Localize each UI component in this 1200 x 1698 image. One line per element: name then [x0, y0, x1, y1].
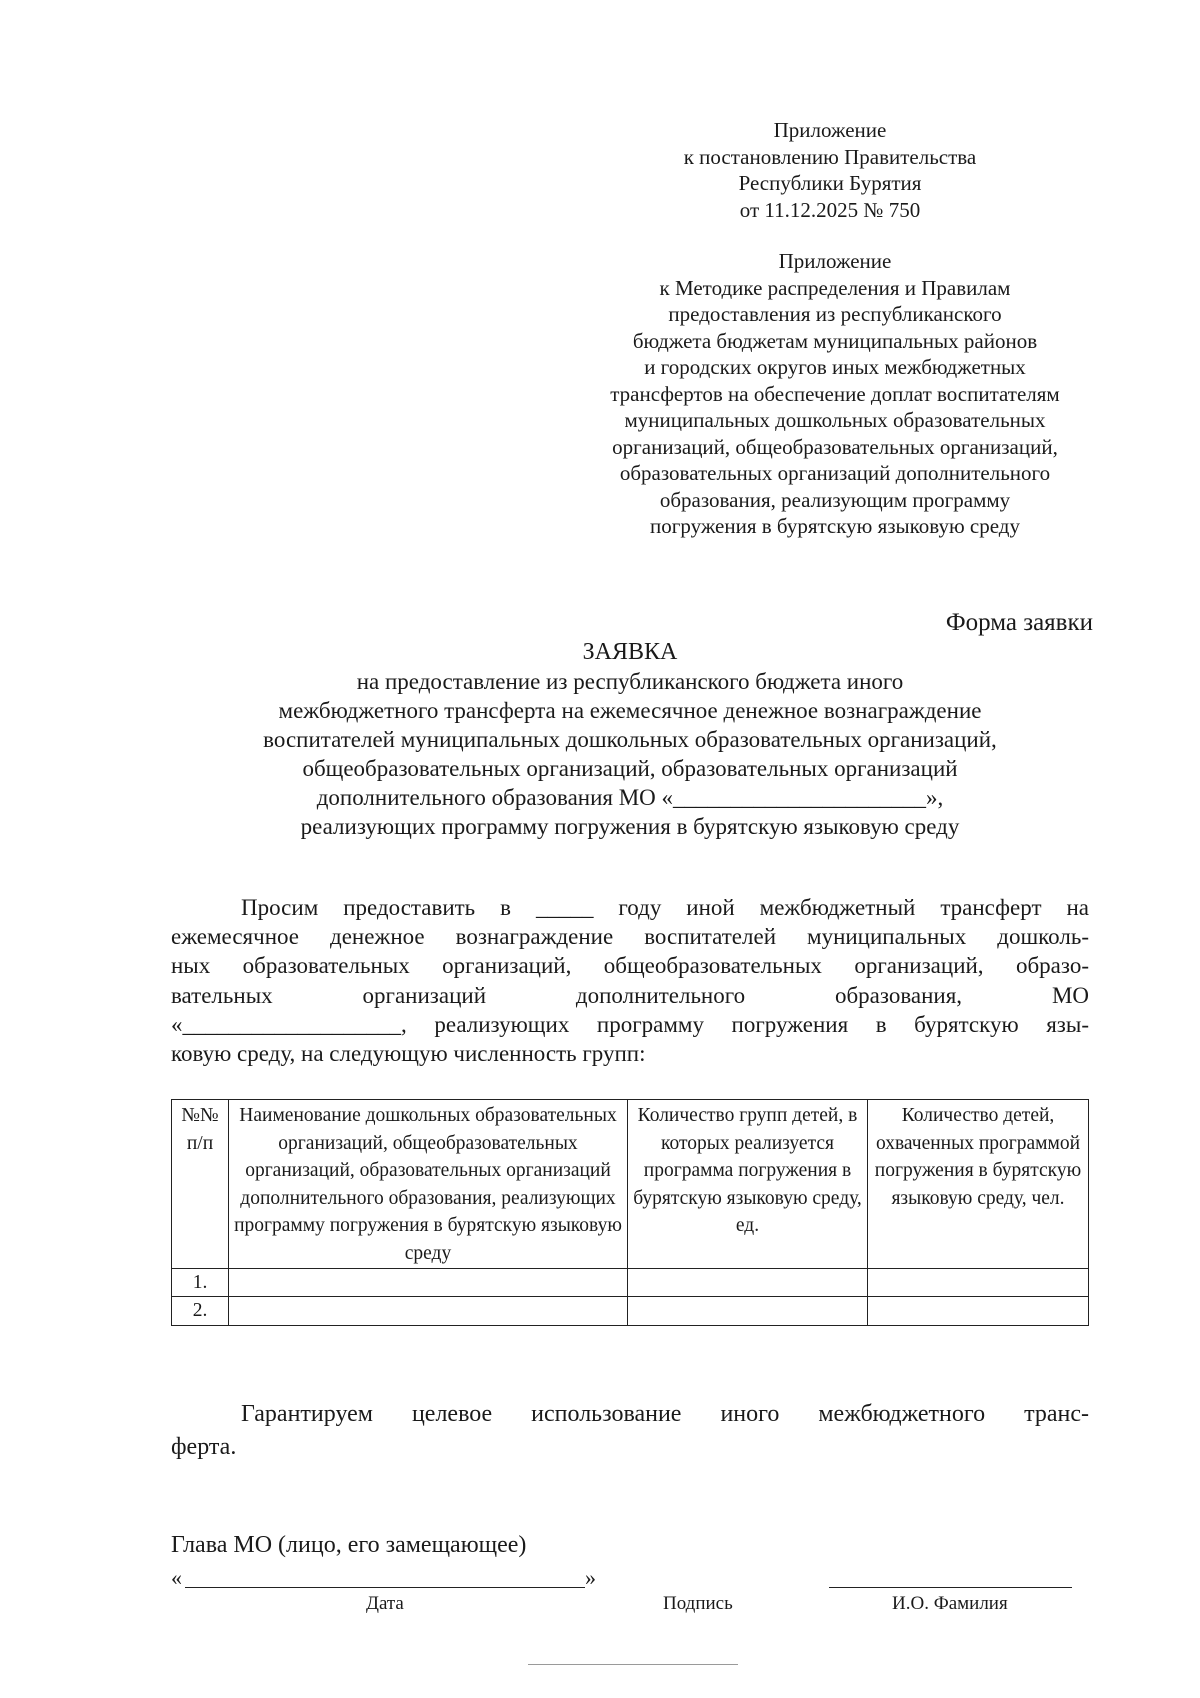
appendix-line: образования, реализующим программу: [659, 487, 1011, 512]
header-organization-name: Наименование дошкольных образовательных организаций, общеобразовательных организаций, образовательных организаций дополнительного образования, реализующих программу погружения в бурятскую языковую среду: [229, 1100, 628, 1269]
form-label: Форма заявки: [945, 609, 1093, 636]
fio-caption: И.О. Фамилия: [892, 1593, 1008, 1614]
table-cell-children: [868, 1268, 1089, 1297]
fio-underline: [829, 1587, 1072, 1588]
paragraph-line: Гарантируем целевое использование иного межбюджетного транс-: [241, 1401, 1089, 1427]
table-row: [172, 1268, 1089, 1297]
appendix-line: погружения в бурятскую языковую среду: [650, 514, 1020, 538]
row-number: 1.: [172, 1268, 229, 1297]
header-children-count: Количество детей, охваченных программой погружения в бурятскую языковую среду, чел.: [868, 1100, 1089, 1269]
paragraph-line: ных образовательных организаций, общеобразовательных организаций, образо-: [171, 953, 1089, 979]
paragraph-line: «___________________, реализующих программу погружения в бурятскую язы-: [171, 1011, 1089, 1037]
appendix-line: образовательных организаций дополнительного: [619, 461, 1051, 485]
footer-divider: [528, 1664, 738, 1665]
paragraph-line: вательных организаций дополнительного образования, МО: [171, 982, 1089, 1008]
table-cell-groups: [628, 1297, 868, 1326]
paragraph-line: ферта.: [171, 1434, 237, 1460]
appendix-line: предоставления из республиканского: [668, 302, 1002, 326]
appendix-line: к Методике распределения и Правилам: [659, 275, 1011, 300]
title-heading: ЗАЯВКА: [582, 639, 678, 665]
signature-caption: Подпись: [663, 1593, 733, 1614]
appendix-header-government: [560, 117, 1100, 223]
appendix-line: организаций, общеобразовательных организаций,: [612, 434, 1058, 459]
table-cell-name: [229, 1297, 628, 1326]
table-row: [172, 1297, 1089, 1326]
appendix-line: к постановлению Правительства: [683, 144, 977, 169]
title-line: реализующих программу погружения в бурятскую языковую среду: [300, 814, 960, 839]
groups-table: [171, 1099, 1089, 1326]
appendix-header-methodology: [545, 248, 1125, 540]
appendix-line: муниципальных дошкольных образовательных: [624, 408, 1046, 432]
date-underline: [185, 1587, 585, 1588]
table-cell-children: [868, 1297, 1089, 1326]
date-open-quote: «: [171, 1565, 182, 1590]
head-of-municipality: Глава МО (лицо, его замещающее): [171, 1532, 527, 1558]
appendix-line: бюджета бюджетам муниципальных районов: [632, 328, 1038, 353]
header-group-count: Количество групп детей, в которых реализуется программа погружения в бурятскую языковую среду, ед.: [628, 1100, 868, 1269]
application-title: [160, 638, 1100, 841]
appendix-line: Приложение: [778, 249, 892, 273]
row-number: 2.: [172, 1297, 229, 1326]
title-line: на предоставление из республиканского бюджета иного: [356, 669, 904, 694]
title-line: дополнительного образования МО «______________________»,: [316, 785, 944, 810]
paragraph-line: Просим предоставить в _____ году иной межбюджетный трансферт на: [241, 895, 1089, 920]
request-paragraph: [171, 893, 1089, 1068]
header-number: №№ п/п: [172, 1100, 229, 1269]
table-cell-groups: [628, 1268, 868, 1297]
date-caption: Дата: [366, 1593, 404, 1614]
paragraph-line: ковую среду, на следующую численность групп:: [171, 1040, 646, 1066]
title-line: межбюджетного трансферта на ежемесячное денежное вознаграждение: [278, 698, 982, 723]
appendix-line: Республики Бурятия: [738, 171, 922, 195]
title-line: воспитателей муниципальных дошкольных образовательных организаций,: [263, 727, 997, 752]
appendix-line: трансфертов на обеспечение доплат воспитателям: [610, 381, 1060, 406]
table-cell-name: [229, 1268, 628, 1297]
table-header-row: [172, 1100, 1089, 1269]
paragraph-line: ежемесячное денежное вознаграждение воспитателей муниципальных дошколь-: [171, 924, 1089, 950]
date-close-quote: »: [585, 1565, 596, 1590]
guarantee-paragraph: [171, 1398, 1089, 1464]
appendix-line: и городских округов иных межбюджетных: [644, 355, 1026, 379]
title-line: общеобразовательных организаций, образовательных организаций: [302, 756, 958, 781]
appendix-line: от 11.12.2025 № 750: [739, 197, 921, 222]
appendix-line: Приложение: [773, 118, 887, 142]
